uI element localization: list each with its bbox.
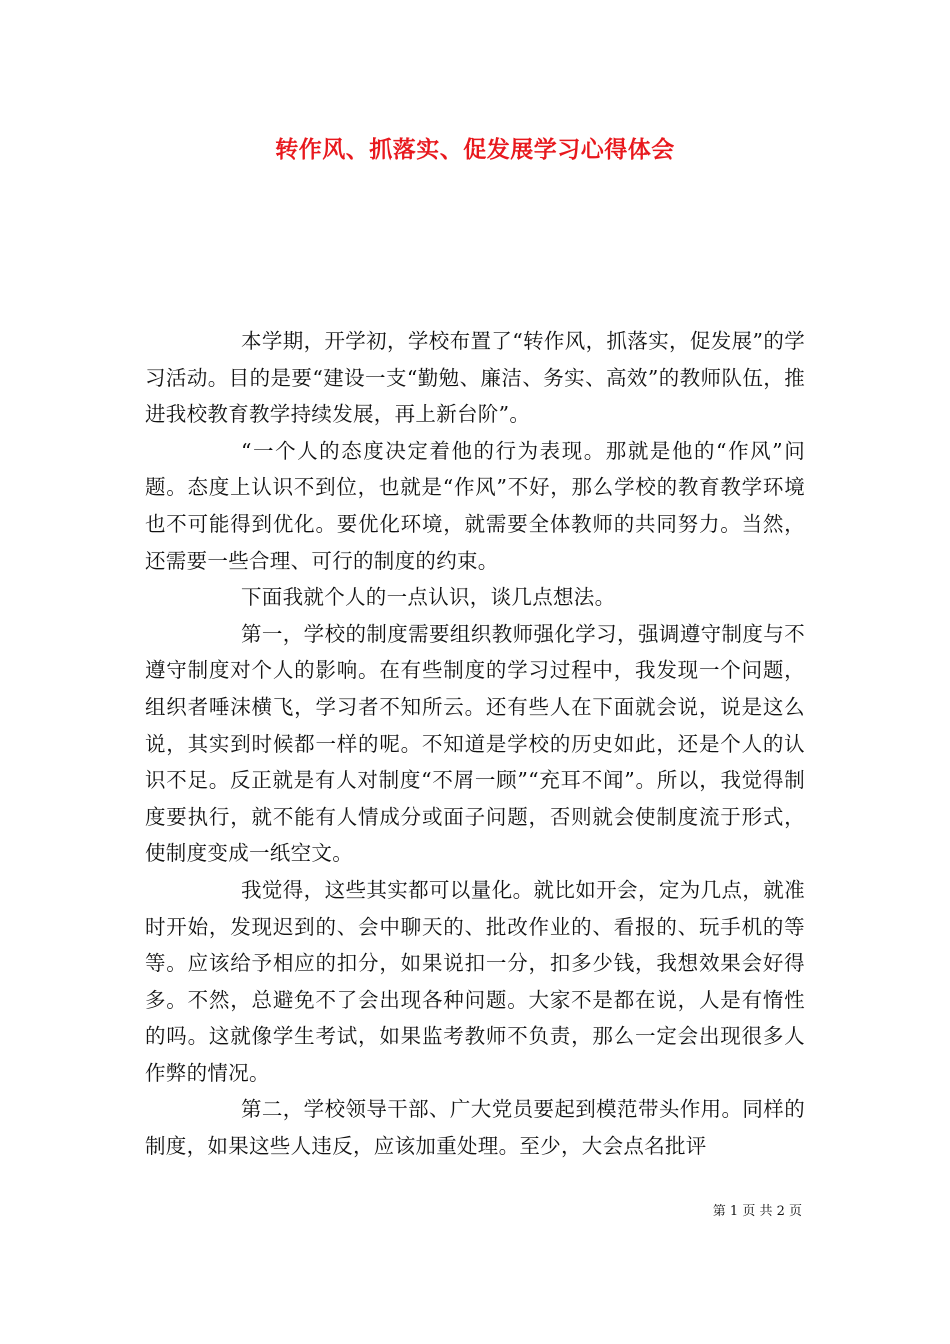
document-body	[145, 323, 805, 1165]
paragraph-second-point: 第二，学校领导干部、广大党员要起到模范带头作用。同样的制度，如果这些人违反，应该加重处理。至少，大会点名批评	[145, 1097, 805, 1159]
paragraph-transition: 下面我就个人的一点认识，谈几点想法。	[241, 585, 616, 610]
paragraph-first-point: 第一，学校的制度需要组织教师强化学习，强调遵守制度与不遵守制度对个人的影响。在有些制度的学习过程中，我发现一个问题，组织者唾沫横飞，学习者不知所云。还有些人在下面就会说，说是这么说，其实到时候都一样的呢。不知道是学校的历史如此，还是个人的认识不足。反正就是有人对制度“不屑一顾”“充耳不闻”。所以，我觉得制度要执行，就不能有人情成分或面子问题，否则就会使制度流于形式，使制度变成一纸空文。	[145, 621, 805, 866]
paragraph-attitude: “一个人的态度决定着他的行为表现。那就是他的“作风”问题。态度上认识不到位，也就是“作风”不好，那么学校的教育教学环境也不可能得到优化。要优化环境，就需要全体教师的共同努力。当然，还需要一些合理、可行的制度的约束。	[145, 438, 805, 573]
paragraph-quantify: 我觉得，这些其实都可以量化。就比如开会，定为几点，就准时开始，发现迟到的、会中聊天的、批改作业的、看报的、玩手机的等等。应该给予相应的扣分，如果说扣一分，扣多少钱，我想效果会好得多。不然，总避免不了会出现各种问题。大家不是都在说，人是有惰性的吗。这就像学生考试，如果监考教师不负责，那么一定会出现很多人作弊的情况。	[145, 877, 805, 1085]
document-title: 转作风、抓落实、促发展学习心得体会	[275, 136, 675, 163]
paragraph-intro: 本学期，开学初，学校布置了“转作风，抓落实，促发展”的学习活动。目的是要“建设一支“勤勉、廉洁、务实、高效”的教师队伍，推进我校教育教学持续发展，再上新台阶”。	[145, 329, 805, 427]
page-number-footer: 第 1 页 共 2 页	[712, 1204, 802, 1219]
